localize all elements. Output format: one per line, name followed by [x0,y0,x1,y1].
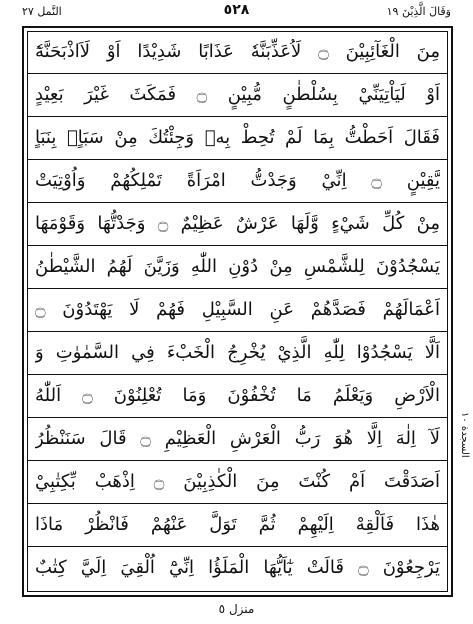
line-rule [27,245,448,246]
text-line-6: يَسْجُدُوْنَ لِلشَّمْسِ مِنْ دُوْنِ اللّٰهِ وَزَيَّنَ لَهُمُ الشَّيْطٰنُ [35,256,440,277]
page-number: ٥٢٨ [223,2,250,18]
line-rule [27,73,448,74]
quran-text-block [27,31,448,592]
text-line-7: اَعْمَالَهُمْ فَصَدَّهُمْ عَنِ السَّبِيْلِ فَهُمْ لَا يَهْتَدُوْنَ ۝ [35,299,440,320]
line-rule [27,159,448,160]
text-line-11: اَصَدَقْتَ اَمْ كُنْتَ مِنَ الْكٰذِبِيْنَ ۝ اِذْهَبْ بِّكِتٰبِيْ [35,471,440,492]
text-line-8: اَلَّا يَسْجُدُوْا لِلّٰهِ الَّذِيْ يُخْرِجُ الْخَبْءَ فِي السَّمٰوٰتِ وَ [35,342,440,363]
text-line-10: لَآ اِلٰهَ اِلَّا هُوَ رَبُّ الْعَرْشِ الْعَظِيْمِ ۝ قَالَ سَنَنْظُرُ [35,428,440,449]
surah-title: النَّمل ٢٧ [22,5,62,18]
line-rule [27,331,448,332]
text-line-2: اَوْ لَيَاْتِيَنِّيْ بِسُلْطٰنٍ مُّبِيْنٍ ۝ فَمَكَثَ غَيْرَ بَعِيْدٍ [35,84,440,105]
text-line-13: يَرْجِعُوْنَ ۝ قَالَتْ يٰٓاَيُّهَا الْمَلَؤُا اِنِّيْٓ اُلْقِيَ اِلَيَّ كِتٰبٌ [35,557,440,578]
line-rule [27,503,448,504]
text-line-12: هٰذَا فَاَلْقِهْ اِلَيْهِمْ ثُمَّ تَوَلَّ عَنْهُمْ فَانْظُرْ مَاذَا [35,514,440,535]
text-line-1: مِنَ الْغَآئِبِيْنَ ۝ لَاُعَذِّبَنَّهٗ عَذَابًا شَدِيْدًا اَوْ لَاَاذْبَحَنَّهٗٓ [35,41,440,62]
page-header [22,2,451,24]
line-rule [27,202,448,203]
text-line-3: فَقَالَ اَحَطْتُّ بِمَا لَمْ تُحِطْ بِهٖ وَجِئْتُكَ مِنْ سَبَاٍۭ بِنَبَاٍ [35,127,440,148]
line-rule [27,116,448,117]
text-line-4: يَّقِيْنٍ ۝ اِنِّيْ وَجَدْتُّ امْرَاَةً تَمْلِكُهُمْ وَاُوْتِيَتْ [35,170,440,191]
line-rule [27,374,448,375]
line-rule [27,546,448,547]
line-rule [27,417,448,418]
text-line-9: الْاَرْضِ وَيَعْلَمُ مَا تُخْفُوْنَ وَمَا تُعْلِنُوْنَ ۝ اَللّٰهُ [35,385,440,406]
juz-title: وَقَالَ الَّذِيْنَ ١٩ [386,5,451,18]
line-rule [27,460,448,461]
line-rule [27,288,448,289]
manzil-footer: منزل ٥ [218,602,255,616]
text-line-5: مِنْ كُلِّ شَيْءٍ وَّلَهَا عَرْشٌ عَظِيْمٌ ۝ وَجَدْتُّهَا وَقَوْمَهَا [35,213,440,234]
sajdah-margin-note: السجدة ١٠ [459,412,470,458]
